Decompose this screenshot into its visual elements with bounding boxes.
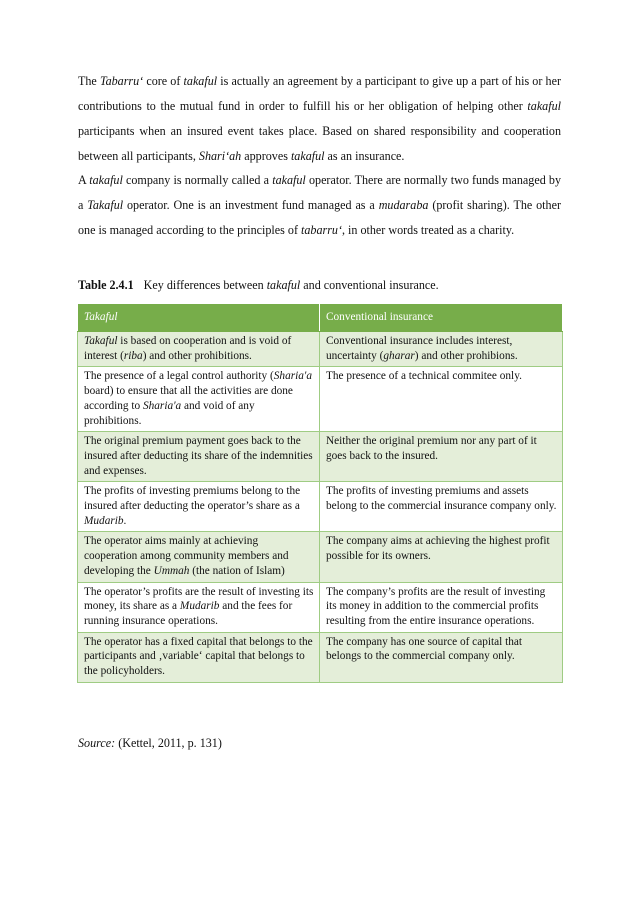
table-row bbox=[78, 482, 563, 532]
table-caption-label: Table 2.4.1 bbox=[78, 278, 134, 292]
table-header-row bbox=[78, 304, 563, 332]
table-caption: Table 2.4.1 Key differences between takaful and conventional insurance. bbox=[78, 278, 439, 292]
table-row bbox=[78, 432, 563, 482]
cell-takaful: The operator aims mainly at achieving cooperation among community members and developing the Ummah (the nation of Islam) bbox=[78, 532, 320, 582]
cell-conventional: The company has one source of capital that belongs to the commercial company only. bbox=[320, 632, 563, 682]
table-row bbox=[78, 367, 563, 432]
paragraph-tabarru-core: The Tabarru‘ core of takaful is actually an agreement by a participant to give up a part of his or her contributions to the mutual fund in order to fulfill his or her obligation of helping other takaful participants when an insured event takes place. Based on shared responsibility and cooperation between all participants, Shari‘ah approves takaful as an insurance. bbox=[78, 74, 561, 163]
table-row bbox=[78, 582, 563, 632]
cell-conventional: The company aims at achieving the highest profit possible for its owners. bbox=[320, 532, 563, 582]
cell-takaful: The operator has a fixed capital that belongs to the participants and ‚variable‘ capital that belongs to the policyholders. bbox=[78, 632, 320, 682]
cell-takaful: The profits of investing premiums belong to the insured after deducting the operator’s share as a Mudarib. bbox=[78, 482, 320, 532]
header-conventional: Conventional insurance bbox=[320, 304, 563, 332]
header-takaful: Takaful bbox=[78, 304, 320, 332]
table-source: Source: (Kettel, 2011, p. 131) bbox=[78, 736, 222, 750]
cell-takaful: Takaful is based on cooperation and is void of interest (riba) and other prohibitions. bbox=[78, 332, 320, 367]
table-row bbox=[78, 332, 563, 367]
cell-conventional: The presence of a technical commitee only. bbox=[320, 367, 563, 432]
cell-conventional: The profits of investing premiums and assets belong to the commercial insurance company only. bbox=[320, 482, 563, 532]
cell-conventional: The company’s profits are the result of investing its money in addition to the commercial profits resulting from the entire insurance operations. bbox=[320, 582, 563, 632]
cell-takaful: The operator’s profits are the result of investing its money, its share as a Mudarib and the fees for running insurance operations. bbox=[78, 582, 320, 632]
cell-takaful: The original premium payment goes back to the insured after deducting its share of the indemnities and expenses. bbox=[78, 432, 320, 482]
table-row bbox=[78, 532, 563, 582]
cell-conventional: Conventional insurance includes interest, uncertainty (gharar) and other prohibions. bbox=[320, 332, 563, 367]
table-row bbox=[78, 632, 563, 682]
source-label: Source: bbox=[78, 736, 116, 750]
cell-conventional: Neither the original premium nor any part of it goes back to the insured. bbox=[320, 432, 563, 482]
comparison-table bbox=[77, 303, 563, 683]
cell-takaful: The presence of a legal control authority (Sharia'a board) to ensure that all the activities are done according to Sharia'a and void of any prohibitions. bbox=[78, 367, 320, 432]
paragraph-takaful-operator: A takaful company is normally called a takaful operator. There are normally two funds managed by a Takaful operator. One is an investment fund managed as a mudaraba (profit sharing). The other one is managed according to the principles of tabarru‘, in other words treated as a charity. bbox=[78, 173, 562, 237]
